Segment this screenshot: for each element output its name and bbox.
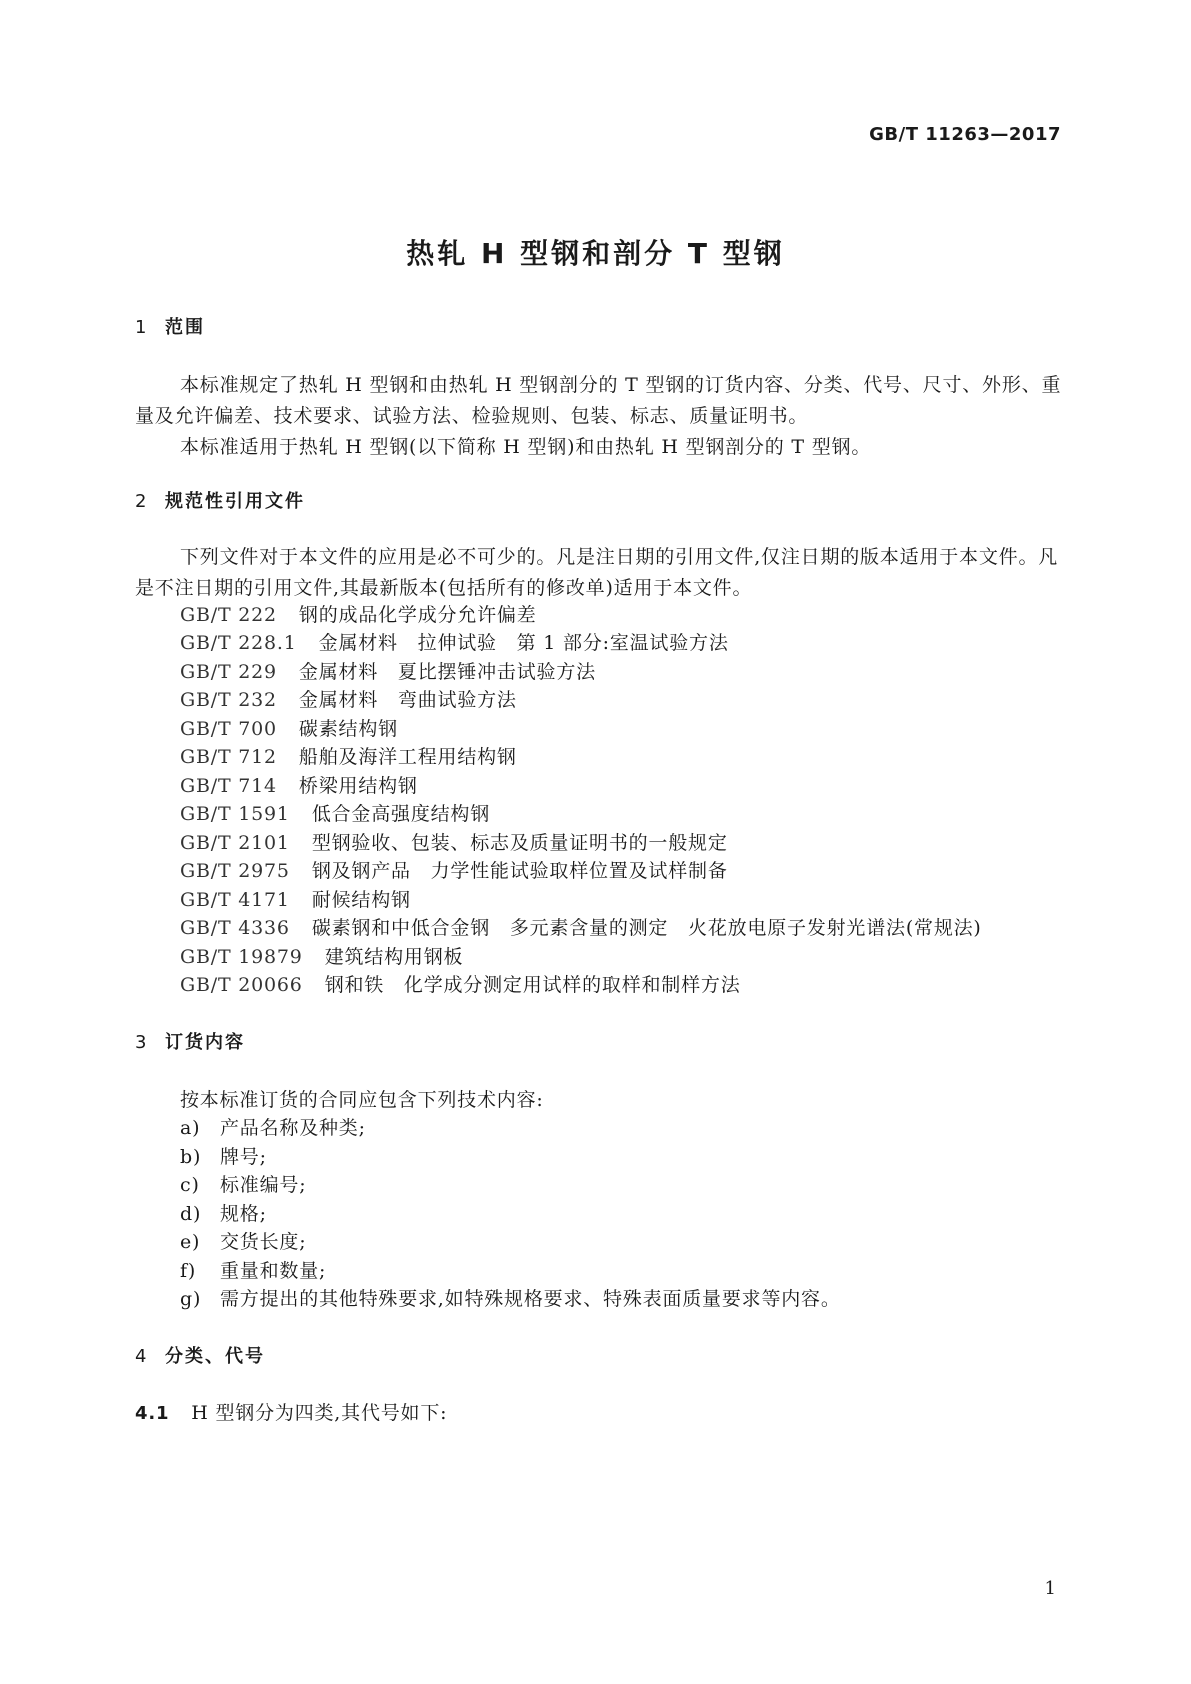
section-number: 2: [135, 491, 149, 512]
reference-code: GB/T 2975: [180, 860, 290, 882]
reference-title: 钢和铁 化学成分测定用试样的取样和制样方法: [324, 974, 741, 996]
section-3-intro: 按本标准订货的合同应包含下列技术内容:: [180, 1089, 544, 1111]
section-2-intro: 下列文件对于本文件的应用是必不可少的。凡是注日期的引用文件,仅注日期的版本适用于本文件。凡是不注日期的引用文件,其最新版本(包括所有的修改单)适用于本文件。: [135, 546, 1059, 599]
list-item: [180, 1256, 326, 1283]
reference-item: [180, 771, 418, 798]
reference-title: 低合金高强度结构钢: [311, 803, 491, 825]
section-number: 1: [135, 317, 149, 338]
list-item: [180, 1170, 306, 1197]
section-number: 4: [135, 1346, 149, 1367]
reference-item: [180, 600, 537, 627]
reference-item: [180, 714, 398, 741]
reference-title: 型钢验收、包装、标志及质量证明书的一般规定: [311, 832, 728, 854]
list-item-label: d): [180, 1203, 202, 1225]
reference-title: 钢及钢产品 力学性能试验取样位置及试样制备: [311, 860, 728, 882]
list-item-label: e): [180, 1231, 201, 1253]
reference-item: [180, 970, 741, 997]
reference-item: [180, 685, 517, 712]
list-item: [180, 1227, 306, 1254]
section-4-heading: [135, 1342, 265, 1368]
list-item-text: 重量和数量;: [220, 1260, 327, 1282]
section-1-paragraph: 本标准适用于热轧 H 型钢(以下简称 H 型钢)和由热轧 H 型钢剖分的 T 型钢。: [180, 436, 872, 458]
reference-code: GB/T 228.1: [180, 632, 297, 654]
list-item-label: a): [180, 1117, 201, 1139]
reference-item: [180, 885, 411, 912]
reference-item: [180, 828, 728, 855]
reference-code: GB/T 714: [180, 775, 277, 797]
list-item-text: 需方提出的其他特殊要求,如特殊规格要求、特殊表面质量要求等内容。: [220, 1288, 841, 1310]
reference-title: 碳素钢和中低合金钢 多元素含量的测定 火花放电原子发射光谱法(常规法): [311, 917, 982, 939]
list-item-text: 产品名称及种类;: [220, 1117, 366, 1139]
reference-title: 金属材料 拉伸试验 第 1 部分:室温试验方法: [318, 632, 729, 654]
reference-code: GB/T 700: [180, 718, 277, 740]
page-number: 1: [1044, 1578, 1056, 1599]
list-item: [180, 1284, 841, 1311]
reference-item: [180, 657, 596, 684]
reference-code: GB/T 1591: [180, 803, 290, 825]
reference-title: 金属材料 夏比摆锤冲击试验方法: [298, 661, 596, 683]
section-title: 规范性引用文件: [165, 491, 305, 512]
list-item-label: b): [180, 1146, 202, 1168]
reference-code: GB/T 20066: [180, 974, 303, 996]
reference-title: 耐候结构钢: [311, 889, 411, 911]
list-item-text: 标准编号;: [220, 1174, 307, 1196]
reference-item: [180, 856, 728, 883]
section-1-paragraph: 本标准规定了热轧 H 型钢和由热轧 H 型钢剖分的 T 型钢的订货内容、分类、代号、尺寸、外形、重量及允许偏差、技术要求、试验方法、检验规则、包装、标志、质量证明书。: [135, 374, 1062, 427]
section-2-heading: [135, 487, 305, 513]
list-item: [180, 1113, 366, 1140]
reference-item: [180, 942, 463, 969]
subsection-4-1: [135, 1398, 447, 1425]
list-item-text: 规格;: [220, 1203, 267, 1225]
reference-title: 桥梁用结构钢: [298, 775, 418, 797]
list-item-text: 牌号;: [220, 1146, 267, 1168]
list-item-label: c): [180, 1174, 200, 1196]
reference-title: 金属材料 弯曲试验方法: [298, 689, 517, 711]
section-number: 3: [135, 1032, 149, 1053]
reference-code: GB/T 222: [180, 604, 277, 626]
list-item: [180, 1199, 267, 1226]
reference-code: GB/T 712: [180, 746, 277, 768]
reference-title: 碳素结构钢: [298, 718, 398, 740]
section-title: 订货内容: [165, 1032, 245, 1053]
reference-title: 船舶及海洋工程用结构钢: [298, 746, 517, 768]
reference-title: 钢的成品化学成分允许偏差: [298, 604, 537, 626]
list-item-label: g): [180, 1288, 202, 1310]
subsection-text: H 型钢分为四类,其代号如下:: [191, 1402, 448, 1424]
reference-item: [180, 913, 982, 940]
reference-code: GB/T 229: [180, 661, 277, 683]
reference-code: GB/T 232: [180, 689, 277, 711]
list-item: [180, 1142, 267, 1169]
document-title: 热轧 H 型钢和剖分 T 型钢: [406, 237, 785, 270]
standard-number: GB/T 11263—2017: [869, 124, 1061, 145]
reference-code: GB/T 4336: [180, 917, 290, 939]
section-1-heading: [135, 313, 205, 339]
section-3-heading: [135, 1028, 245, 1054]
reference-item: [180, 742, 517, 769]
reference-item: [180, 799, 490, 826]
reference-code: GB/T 2101: [180, 832, 290, 854]
subsection-number: 4.1: [135, 1403, 170, 1424]
section-title: 范围: [165, 317, 205, 338]
reference-title: 建筑结构用钢板: [324, 946, 464, 968]
list-item-text: 交货长度;: [220, 1231, 307, 1253]
reference-item: [180, 628, 729, 655]
section-title: 分类、代号: [165, 1346, 265, 1367]
reference-code: GB/T 19879: [180, 946, 303, 968]
reference-code: GB/T 4171: [180, 889, 290, 911]
list-item-label: f): [180, 1260, 197, 1282]
